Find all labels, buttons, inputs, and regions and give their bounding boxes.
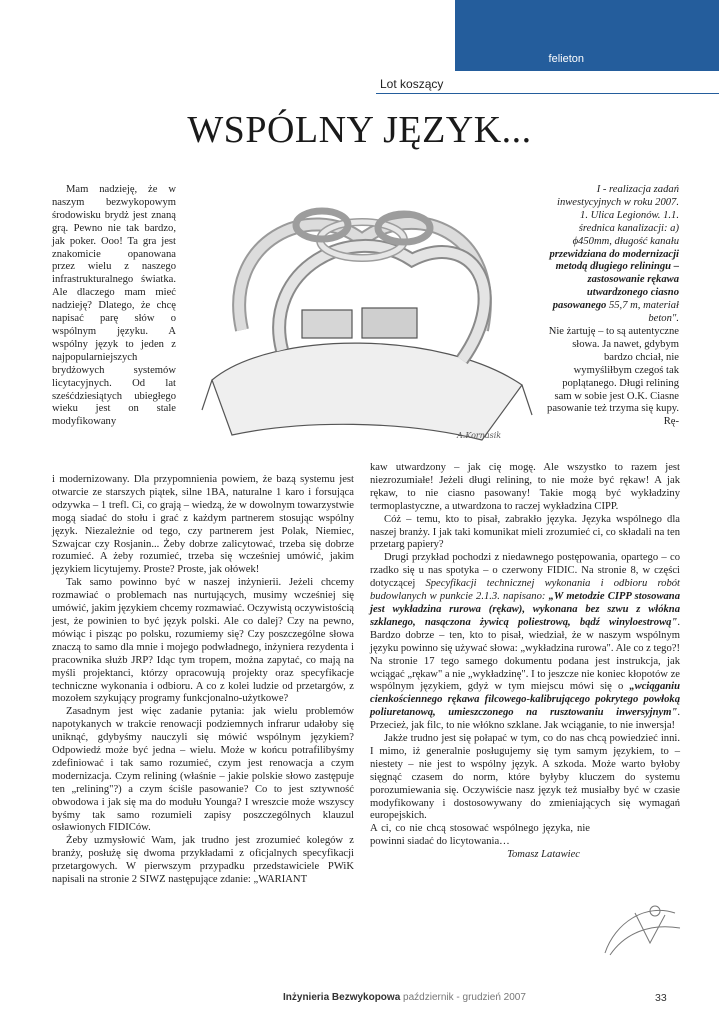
issue-date: październik - grudzień 2007 [403, 992, 526, 1003]
body-paragraph: Tak samo powinno być w naszej inżynierii. Jeżeli chcemy rozmawiać o problemach nas nurtujących, musimy wcześniej się umówić, jakim językiem chcemy rozmawiać. Oczywistą oczywistością jest, że powinien to być język polski. Ale co dalej? Czy na pewno, mówiąc i pisząc po polsku, rozumiemy się? Czy poszczególne słowa znaczą to samo dla mnie i mojego podwładnego, inżyniera rezydenta i pracownika służb JRP? Idąc tym tropem, można zapytać, co mają na myśli projektanci, którzy opracowują projekty oraz specyfikacje techniczne wykonania i odbioru. A co z kolei ludzie od przetargów, z mozołem szykujący programy funkcjonalno-użytkowe? [52, 577, 354, 705]
right-column [370, 462, 680, 862]
body-paragraph: kaw utwardzony – jak cię mogę. Ale wszystko to razem jest niezrozumiałe! Jeżeli długi relining, to nie może być rękaw! A jak rękaw, to nie ciasno pasowany! Takie mogą być wykładziny termoplastyczne, a utwardzona to raczej wykładzina CIPP. [370, 462, 680, 512]
header-rule [376, 93, 719, 94]
article-title: WSPÓLNY JĘZYK... [187, 109, 532, 151]
body-paragraph: Jakże trudno jest się połapać w tym, co do nas chcą powiedzieć inni. I mimo, iż generalnie posługujemy się tym samym językiem, to – niestety – nie jest to wspólny język. A szkoda. Może warto byłoby sięgnąć czasem do norm, które byłyby kluczem do systemu porozumiewania się. Oczywiście nasz język też musiałby być w czasie modyfikowany i dostosowywany do zmieniających się wymagań europejskich. [370, 733, 680, 822]
p3-quote-2: „wciąganiu cienkościennego rękawa filcowego-kalibrującego pokrytego powłoką poliuretanową, umieszczonego na rusztowaniu inwersyjnym" [370, 681, 680, 719]
intro-paragraph: Mam nadzieję, że w naszym bezwykopowym środowisku brydż jest znaną grą. Pewno nie tak bardzo, jak poker. Ooo! Ta gra jest znakomicie opanowana przez wielu z naszego infrastrukturalnego światka. Ale dlaczego mam mieć nadzieję? Dlatego, że chcę napisać parę słów o wspólnym języku. A wspólny język to jeden z najpopularniejszych brydżowych systemów licytacyjnych. Od lat sześćdziesiątych ubiegłego wieku jest on stale modyfikowany [52, 184, 176, 428]
p3-text: Drugi przykład pochodzi z niedawnego postępowania, opartego – co rzadko się u nas spotyka – o czerwony FIDIC. Na stronie 8, w części dotyczącej [370, 552, 680, 590]
journal-name [283, 992, 526, 1003]
pipe-sketch-illustration [182, 180, 544, 452]
illustration-caption [547, 184, 679, 429]
body-paragraph: A ci, co nie chcą stosować wspólnego języka, nie powinni siadać do licytowania… [370, 823, 590, 848]
page-number: 33 [655, 992, 667, 1004]
body-paragraph: Cóż – temu, kto to pisał, zabrakło języka. Języka wspólnego dla naszej branży. I jak taki komunikat mieli zrozumieć ci, co składali na ten przetarg papiery? [370, 513, 680, 551]
small-sketch-illustration [595, 893, 687, 965]
caption-end: 55,7 m, materiał beton". [608, 300, 679, 325]
caption-bold: przewidziana do modernizacji metodą długiego reliningu – zastosowanie rękawa utwardzonego ciasno pasowanego [549, 248, 679, 312]
section-tab [455, 0, 719, 71]
illustration-signature: A.Kornasik [457, 431, 502, 440]
body-paragraph: Żeby uzmysłowić Wam, jak trudno jest zrozumieć kolegów z branży, posłużę się dwoma przykładami z oficjalnych specyfikacji przetargowych. W pierwszym przypadku przedstawiciele PWiK napisali na stronie 2 SIWZ następujące zdanie: „WARIANT [52, 835, 354, 886]
right-top-tail: Nie żartuję – to są autentyczne słowa. Ja nawet, gdybym bardzo chciał, nie wymyśliłbym czegoś tak poplątanego. Długi relining sam w sobie jest O.K. Ciasne pasowanie też trzyma się kupy. Rę- [547, 325, 679, 428]
intro-text [52, 184, 176, 429]
body-paragraph: Zasadnym jest więc zadanie pytania: jak wielu problemów napotykanych w trakcie renowacji podziemnych infrarur udałoby się uniknąć, gdybyśmy nauczyli się mówić wspólnym językiem? Odpowiedź może być jedna – wielu. Może w końcu potrafilibyśmy zdefiniować i tak samo rozumieć, czym jest renowacja a czym modernizacja. Czym relining (właśnie – jakie polskie słowo zastępuje ten „relining"?) a czym ściśle pasowanie? Co to jest sztywność obwodowa i jak się ma do modułu Younga? I wreszcie może wszyscy byśmy tak samo rozumieli zapisy poszczególnych klauzul osławionych FIDICów. [52, 706, 354, 834]
p3-text-3: . Przecież, jak filc, to nie włókno szklane. Jak wciąganie, to nie inwersja! [370, 707, 680, 732]
p3-text-2: . Bardzo dobrze – ten, kto to pisał, wiedział, że w naszym wspólnym języku powinno się używać słowa: „wykładzina rurowa". Ale co z tego?! Na stronie 17 tego samego dokumentu podana jest instrukcja, jak wciągać „rękaw" a nie „wykładzinę". I to jeszcze nie koniec kłopotów ze wspólnym językiem, gdyż w tym miejscu mówi się o [370, 616, 680, 693]
author-signature: Tomasz Latawiec [507, 849, 580, 861]
left-column [52, 474, 354, 887]
caption-text: I - realizacja zadań inwestycyjnych w roku 2007. 1. Ulica Legionów. 1.1. średnica kanalizacji: a) ϕ450mm, długość kanału [557, 184, 679, 247]
journal-title: Inżynieria Bezwykopowa [283, 992, 401, 1003]
p3-italic: Specyfikacji technicznej wykonania i odbioru robót budowlanych w punkcie 2.1.3. napisano: [370, 578, 681, 603]
body-paragraph: i modernizowany. Dla przypomnienia powiem, że bazą systemu jest otwarcie ze starszych piątek, silne 1BA, naturalne 1 karo i forsująca odzywka – 1 trefl. Ci, co grają – wiedzą, że w dowolnym towarzystwie mogą siadać do stołu i grać z każdym partnerem stosując wspólny język. Niezależnie od tego, czy partnerem jest Polak, Niemiec, Szwajcar czy Rosjanin... Żeby dobrze zalicytować, trzeba się dobrze rozumieć. A żeby rozumieć, trzeba się wcześniej umówić, jakim językiem licytujemy. Proste? Proste, jak ołówek! [52, 474, 354, 576]
p3-quote: „W metodzie CIPP stosowana jest wykładzina rurowa (rękaw), wykonana bez szwu z włókna szklanego, nasączona żywicą poliestrową, bądź winyloestrową" [370, 591, 680, 628]
column-kicker: Lot koszący [380, 77, 444, 91]
section-label: felieton [548, 53, 584, 65]
body-paragraph [370, 552, 680, 733]
